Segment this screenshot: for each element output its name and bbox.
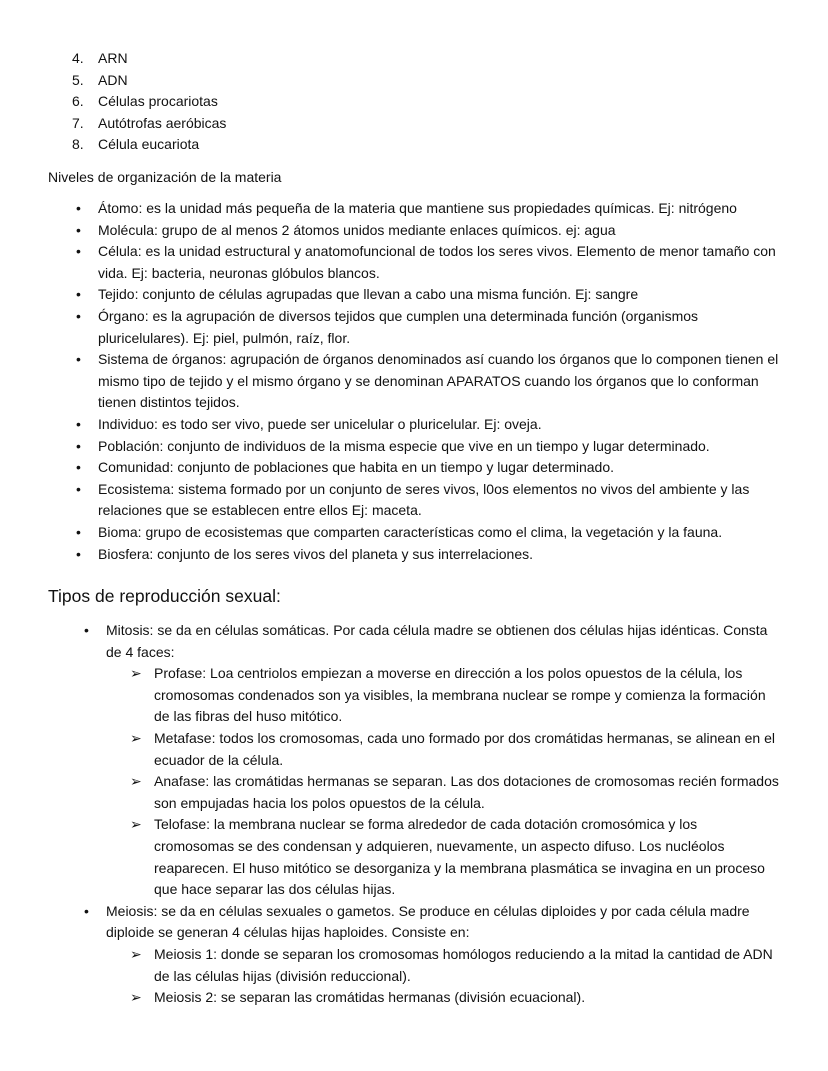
niveles-item-text: Molécula: grupo de al menos 2 átomos unidos mediante enlaces químicos. ej: agua (98, 221, 616, 238)
niveles-item-sistema (72, 349, 782, 414)
bullet-icon: • (84, 622, 89, 638)
arrow-bullet-icon: ➢ (130, 989, 142, 1006)
bullet-icon: • (76, 415, 81, 432)
phase-profase (106, 663, 780, 728)
niveles-item-text: Átomo: es la unidad más pequeña de la materia que mantiene sus propiedades químicas. Ej: nitrógeno (98, 200, 737, 216)
phase-text: Meiosis 1: donde se separan los cromosomas homólogos reduciendo a la mitad la cantidad de ADN de las células hijas (división reduccional). (154, 945, 773, 984)
list-item (72, 70, 226, 92)
niveles-item-biosfera (72, 544, 782, 566)
niveles-item-celula (72, 241, 782, 284)
bullet-icon: • (76, 480, 81, 497)
phase-text: Anafase: las cromátidas hermanas se separan. Las dos dotaciones de cromosomas recién formados son empujadas hacia los polos opuestos de la célula. (154, 773, 779, 811)
niveles-item-poblacion (72, 436, 782, 458)
bullet-icon: • (76, 243, 81, 260)
niveles-item-text: Individuo: es todo ser vivo, puede ser unicelular o pluricelular. Ej: oveja. (98, 415, 542, 432)
niveles-list (72, 198, 782, 565)
phase-telofase (106, 814, 780, 900)
list-number: 7. (72, 114, 84, 131)
list-item-text: Células procariotas (98, 93, 218, 110)
arrow-bullet-icon: ➢ (130, 729, 142, 746)
phase-text: Metafase: todos los cromosomas, cada uno formado por dos cromátidas hermanas, se alinean en el ecuador de la célula. (154, 729, 775, 768)
list-number: 5. (72, 71, 84, 88)
niveles-item-text: Biosfera: conjunto de los seres vivos del planeta y sus interrelaciones. (98, 545, 534, 562)
phase-meiosis-1 (106, 944, 780, 987)
niveles-item-molecula (72, 220, 782, 242)
phase-text: Meiosis 2: se separan las cromátidas hermanas (división ecuacional). (154, 989, 586, 1006)
numbered-list (72, 48, 226, 156)
arrow-bullet-icon: ➢ (130, 773, 142, 790)
mitosis-item (80, 620, 780, 901)
phase-anafase (106, 771, 780, 814)
meiosis-item (80, 901, 780, 1009)
niveles-item-ecosistema (72, 479, 782, 522)
phase-text: Profase: Loa centriolos empiezan a moverse en dirección a los polos opuestos de la célula, los cromosomas condenados son ya visibles, la membrana nuclear se rompe y comienza la formación de las fibras del huso mitótico. (154, 665, 766, 725)
arrow-bullet-icon: ➢ (130, 945, 142, 962)
bullet-icon: • (76, 545, 81, 562)
list-item (72, 91, 226, 113)
niveles-item-text: Población: conjunto de individuos de la misma especie que vive en un tiempo y lugar determinado. (98, 437, 710, 454)
niveles-item-text: Sistema de órganos: agrupación de órganos denominados así cuando los órganos que lo componen tienen el mismo tipo de tejido y el mismo órgano y se denominan APARATOS cuando los órganos que lo conforman tienen distintos tejidos. (98, 351, 779, 411)
bullet-icon: • (76, 200, 81, 216)
arrow-bullet-icon: ➢ (130, 816, 142, 833)
phase-text: Telofase: la membrana nuclear se forma alrededor de cada dotación cromosómica y los cromosomas se des condensan y adquieren, nuevamente, un aspecto difuso. Los nucléolos reaparecen. El huso mitótico se desorganiza y la membrana plasmática se invagina en un proceso que hace separar las dos células hijas. (154, 816, 765, 898)
niveles-heading: Niveles de organización de la materia (48, 169, 282, 185)
list-item-text: ARN (98, 50, 128, 66)
list-item (72, 113, 226, 135)
niveles-item-organo (72, 306, 782, 349)
niveles-item-text: Tejido: conjunto de células agrupadas que llevan a cabo una misma función. Ej: sangre (98, 286, 639, 303)
list-item-text: Célula eucariota (98, 136, 200, 153)
bullet-icon: • (76, 523, 81, 540)
niveles-item-text: Órgano: es la agrupación de diversos tejidos que cumplen una determinada función (organismos pluricelulares). Ej: piel, pulmón, raíz, flor. (98, 307, 699, 346)
reproduccion-list (80, 620, 780, 1009)
list-number: 6. (72, 93, 84, 110)
niveles-item-bioma (72, 522, 782, 544)
bullet-icon: • (76, 221, 81, 238)
mitosis-phases (106, 663, 780, 901)
list-item-text: Autótrofas aeróbicas (98, 114, 227, 131)
list-item (72, 48, 226, 70)
bullet-icon: • (76, 437, 81, 454)
bullet-icon: • (76, 307, 81, 324)
niveles-item-text: Comunidad: conjunto de poblaciones que habita en un tiempo y lugar determinado. (98, 459, 615, 476)
arrow-bullet-icon: ➢ (130, 665, 142, 682)
bullet-icon: • (76, 459, 81, 476)
bullet-icon: • (76, 351, 81, 368)
phase-metafase (106, 728, 780, 771)
niveles-item-text: Bioma: grupo de ecosistemas que comparten características como el clima, la vegetación y la fauna. (98, 523, 723, 540)
list-item (72, 134, 226, 156)
reproduccion-heading: Tipos de reproducción sexual: (48, 586, 281, 606)
list-number: 8. (72, 136, 84, 153)
niveles-item-text: Célula: es la unidad estructural y anatomofuncional de todos los seres vivos. Elemento de menor tamaño con vida. Ej: bacteria, neuronas glóbulos blancos. (98, 243, 776, 281)
niveles-item-individuo (72, 414, 782, 436)
meiosis-text: Meiosis: se da en células sexuales o gametos. Se produce en células diploides y por cada célula madre diploide se generan 4 células hijas haploides. Consiste en: (106, 902, 750, 941)
list-number: 4. (72, 50, 84, 66)
niveles-item-tejido (72, 284, 782, 306)
list-item-text: ADN (98, 71, 128, 88)
meiosis-phases (106, 944, 780, 1009)
bullet-icon: • (76, 286, 81, 303)
niveles-item-text: Ecosistema: sistema formado por un conjunto de seres vivos, l0os elementos no vivos del ambiente y las relaciones que se establecen entre ellos Ej: maceta. (98, 480, 750, 519)
niveles-item-atomo (72, 198, 782, 220)
phase-meiosis-2 (106, 987, 780, 1009)
mitosis-text: Mitosis: se da en células somáticas. Por cada célula madre se obtienen dos células hijas idénticas. Consta de 4 faces: (106, 622, 768, 660)
niveles-item-comunidad (72, 457, 782, 479)
bullet-icon: • (84, 902, 89, 919)
